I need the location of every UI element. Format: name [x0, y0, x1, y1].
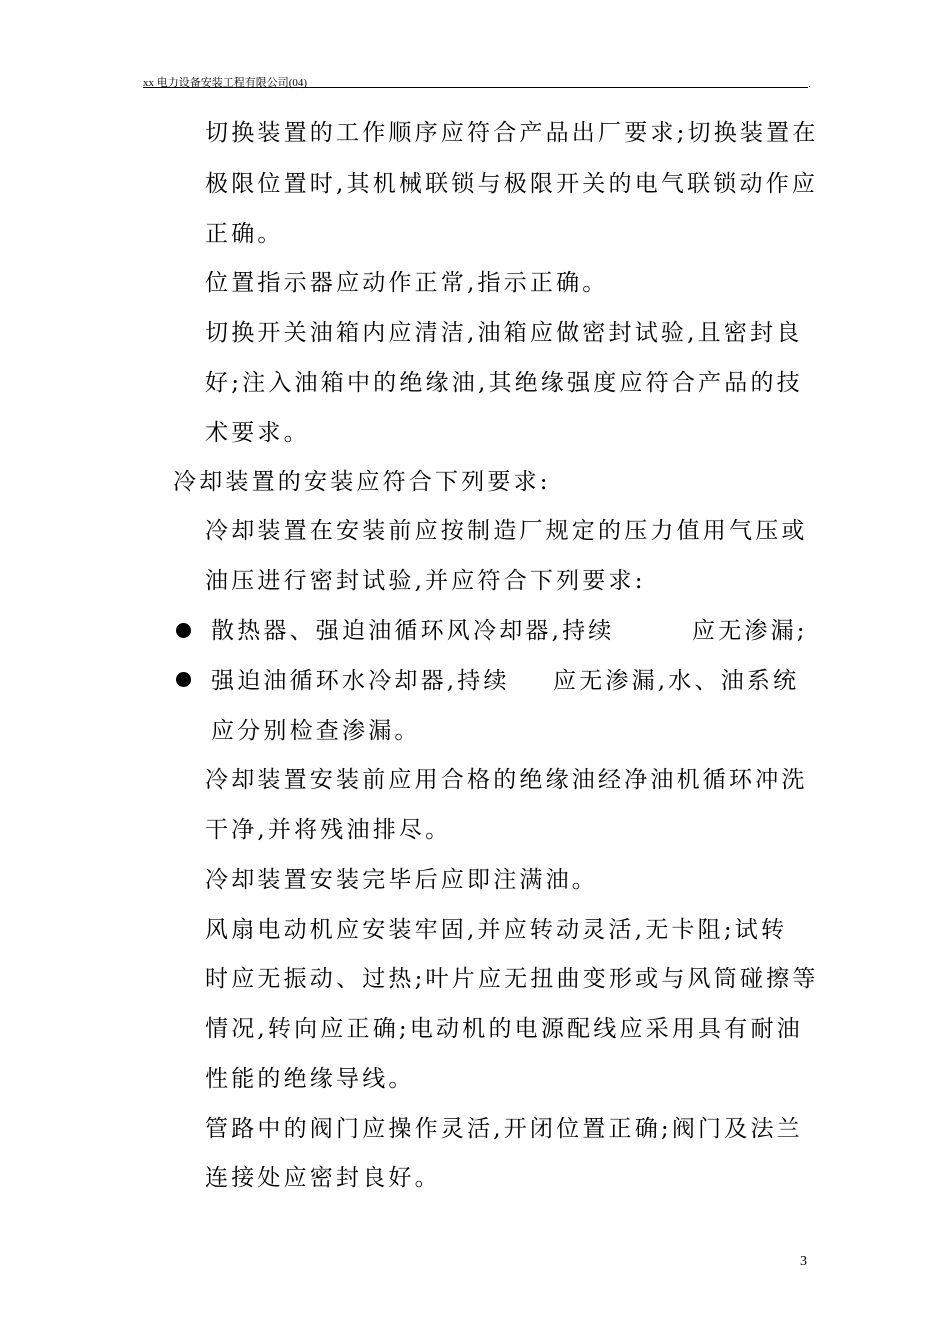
paragraph-line: 术要求。 [205, 420, 310, 446]
paragraph-line: 连接处应密封良好。 [205, 1165, 441, 1191]
paragraph-line: 冷却装置在安装前应按制造厂规定的压力值用气压或 [205, 518, 808, 544]
paragraph-line: 冷却装置安装完毕后应即注满油。 [205, 867, 598, 893]
paragraph-line: 性能的绝缘导线。 [205, 1066, 415, 1092]
paragraph-line: 切换装置的工作顺序应符合产品出厂要求;切换装置在 [205, 120, 819, 146]
paragraph-line: 冷却装置安装前应用合格的绝缘油经净油机循环冲洗 [205, 767, 808, 793]
bullet-text: 应分别检查渗漏。 [211, 718, 421, 744]
bullet-icon [176, 672, 191, 687]
header-dot: . [808, 80, 811, 90]
page-header: xx 电力设备安装工程有限公司(04) [143, 77, 308, 89]
page-number: 3 [800, 1254, 807, 1269]
paragraph-line: 极限位置时,其机械联锁与极限开关的电气联锁动作应 [205, 171, 819, 197]
bullet-text: 应无渗漏,水、油系统 [553, 668, 800, 694]
paragraph-line: 情况,转向应正确;电动机的电源配线应采用具有耐油 [205, 1016, 803, 1042]
bullet-text: 应无渗漏; [692, 618, 808, 644]
bullet-text: 散热器、强迫油循环风冷却器,持续 [211, 618, 615, 644]
paragraph-line: 好;注入油箱中的绝缘油,其绝缘强度应符合产品的技 [205, 370, 803, 396]
bullet-icon [176, 623, 191, 638]
paragraph-line: 油压进行密封试验,并应符合下列要求: [205, 568, 646, 594]
section-heading: 冷却装置的安装应符合下列要求: [173, 469, 551, 495]
paragraph-line: 切换开关油箱内应清洁,油箱应做密封试验,且密封良 [205, 320, 803, 346]
header-rule [143, 87, 808, 88]
paragraph-line: 风扇电动机应安装牢固,并应转动灵活,无卡阻;试转 [205, 917, 788, 943]
paragraph-line: 管路中的阀门应操作灵活,开闭位置正确;阀门及法兰 [205, 1116, 803, 1142]
bullet-text: 强迫油循环水冷却器,持续 [211, 668, 510, 694]
paragraph-line: 正确。 [205, 221, 284, 247]
paragraph-line: 时应无振动、过热;叶片应无扭曲变形或与风筒碰擦等 [205, 966, 819, 992]
paragraph-line: 位置指示器应动作正常,指示正确。 [205, 270, 609, 296]
paragraph-line: 干净,并将残油排尽。 [205, 817, 452, 843]
